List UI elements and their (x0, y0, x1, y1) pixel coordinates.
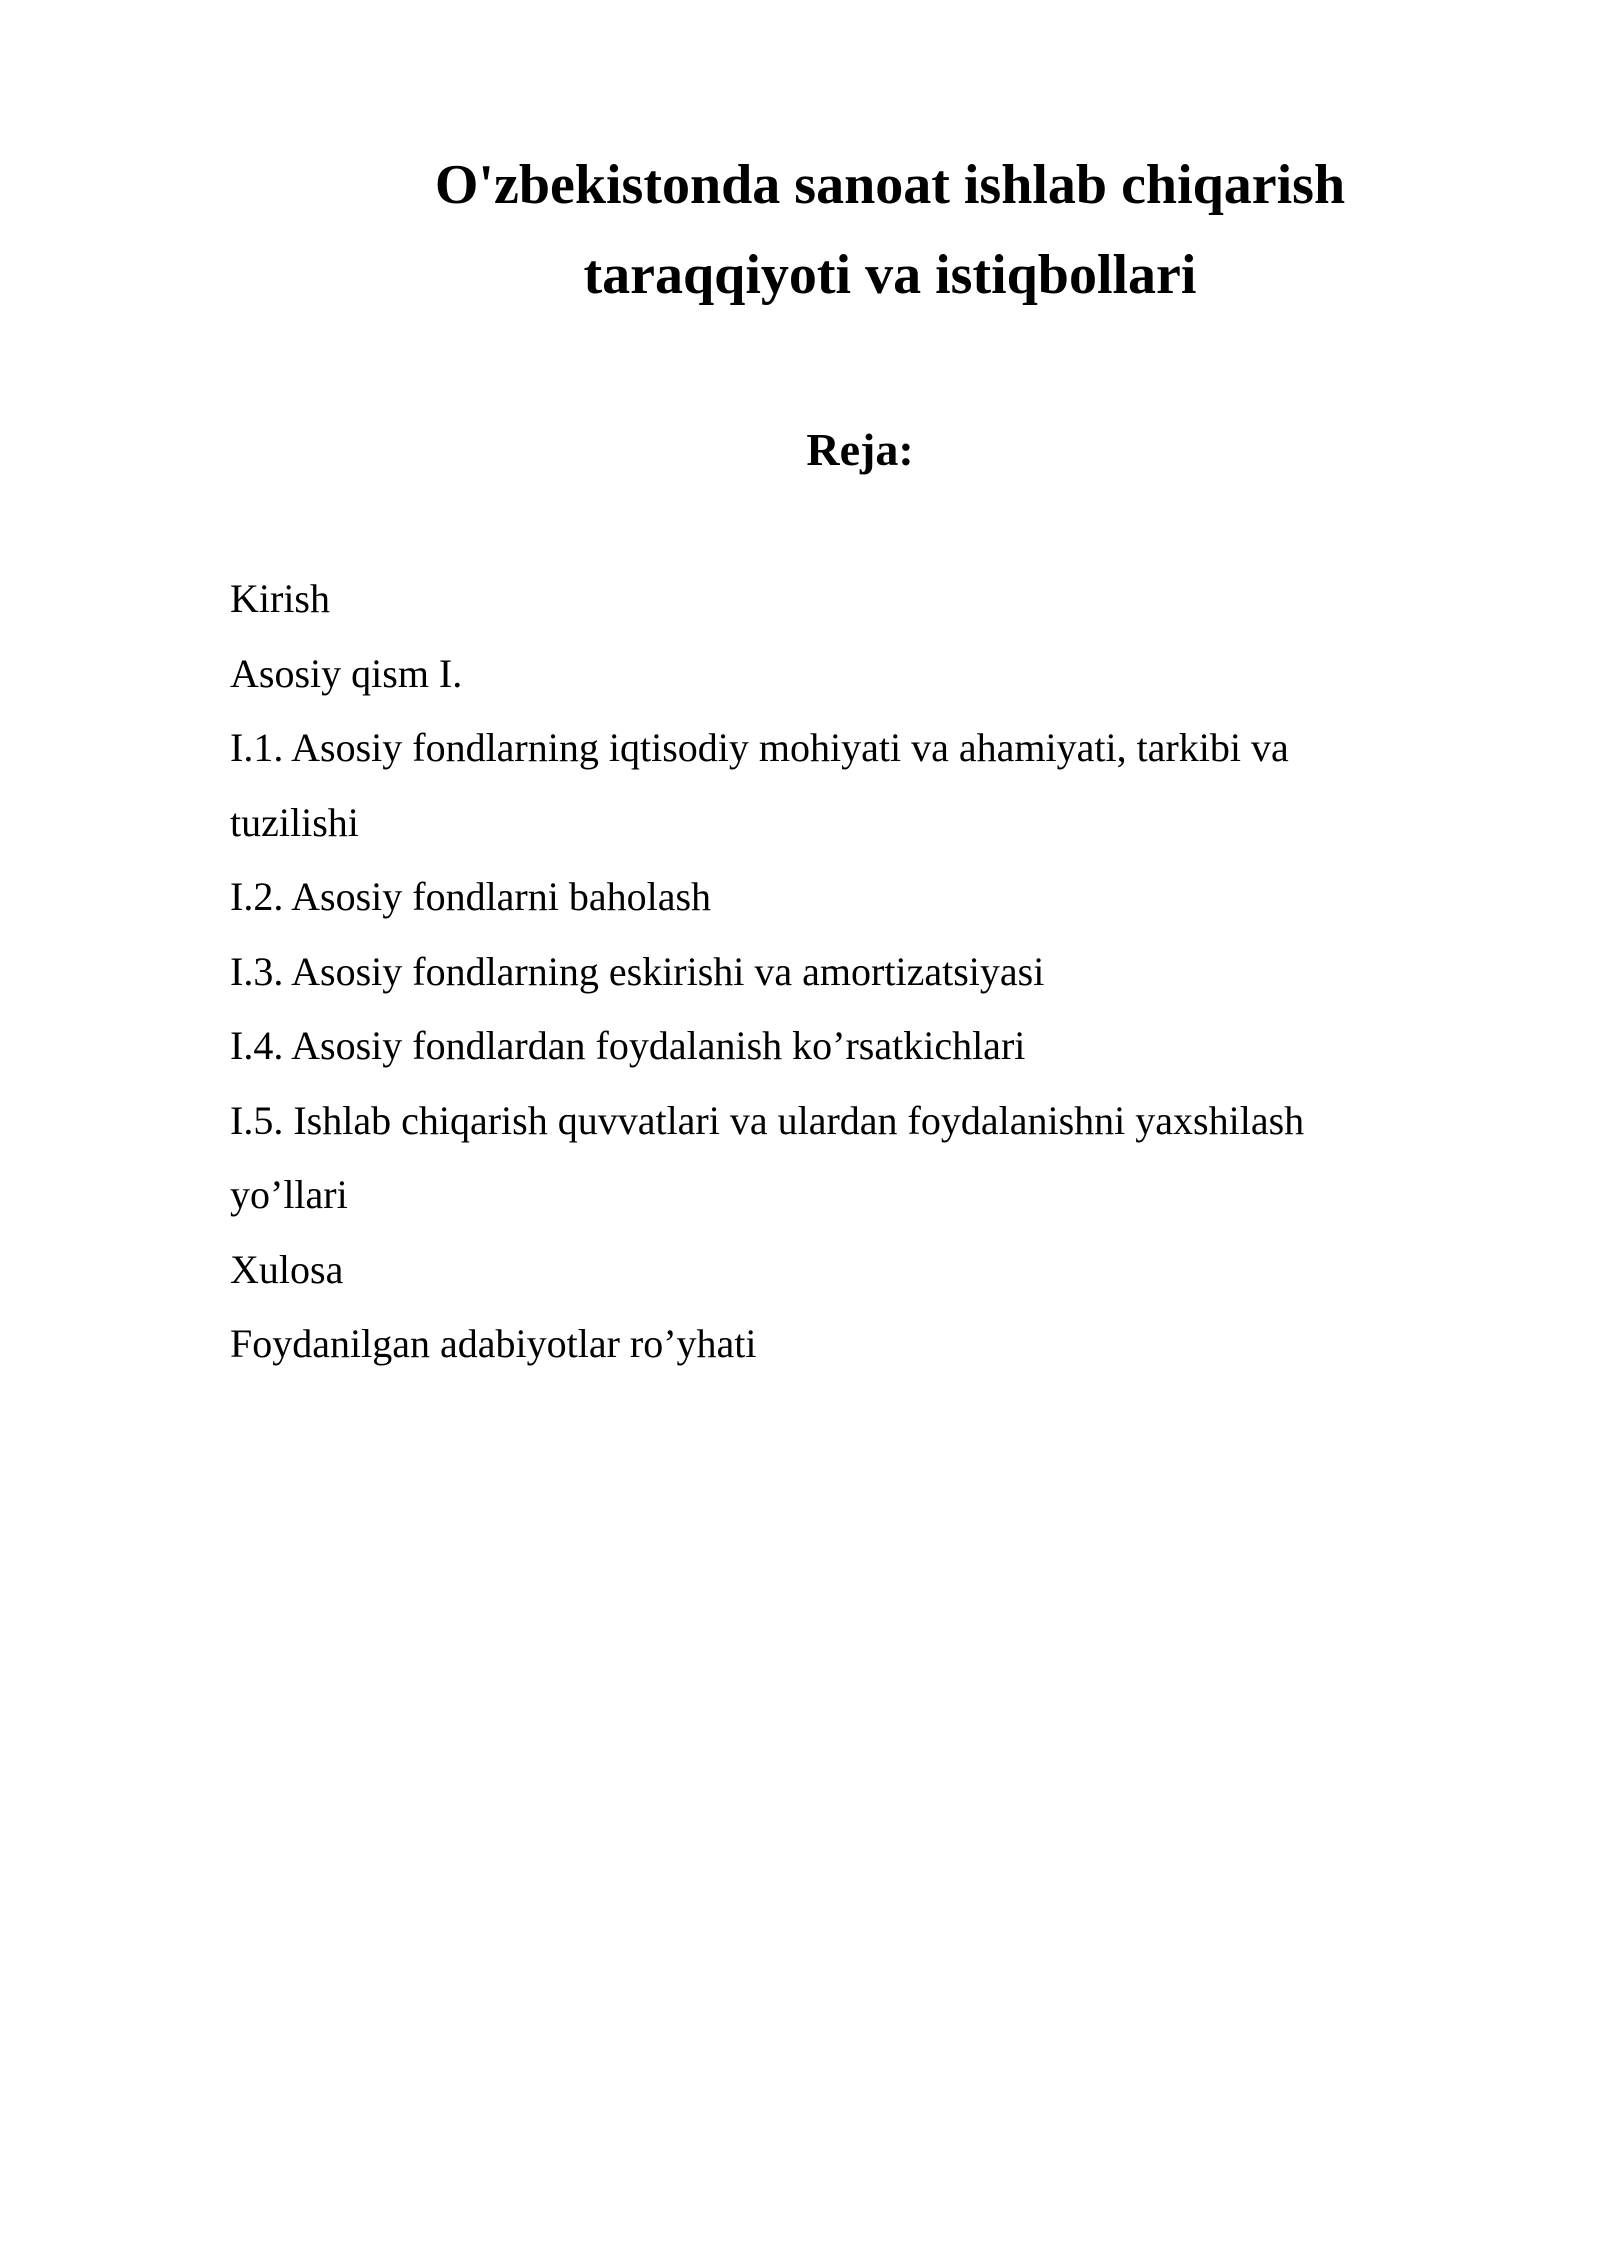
plan-item-1-2: I.2. Asosiy fondlarni baholash (230, 874, 712, 919)
plan-item-asosiy-qism: Asosiy qism I. (230, 650, 463, 696)
plan-list (230, 562, 1430, 1382)
plan-item-adabiyotlar: Foydanilgan adabiyotlar ro’yhati (230, 1321, 757, 1366)
document-title-line-1: O'zbekistonda sanoat ishlab chiqarish (434, 154, 1346, 216)
plan-item-xulosa: Xulosa (230, 1246, 344, 1292)
plan-item-1-4: I.4. Asosiy fondlardan foydalanish ko’rsatkichlari (230, 1023, 1026, 1068)
plan-heading: Reja: (806, 424, 914, 475)
plan-item-1-5-continued: yo’llari (230, 1172, 348, 1217)
plan-item-1-1: I.1. Asosiy fondlarning iqtisodiy mohiyati va ahamiyati, tarkibi va (230, 725, 1289, 770)
plan-item-1-1-continued: tuzilishi (230, 799, 359, 845)
document-title (380, 140, 1400, 320)
document-title-line-2: taraqqiyoti va istiqbollari (583, 244, 1197, 306)
plan-item-1-5: I.5. Ishlab chiqarish quvvatlari va ulardan foydalanishni yaxshilash (230, 1097, 1305, 1143)
plan-item-1-3: I.3. Asosiy fondlarning eskirishi va amortizatsiyasi (230, 948, 1045, 994)
plan-item-kirish: Kirish (230, 576, 330, 621)
